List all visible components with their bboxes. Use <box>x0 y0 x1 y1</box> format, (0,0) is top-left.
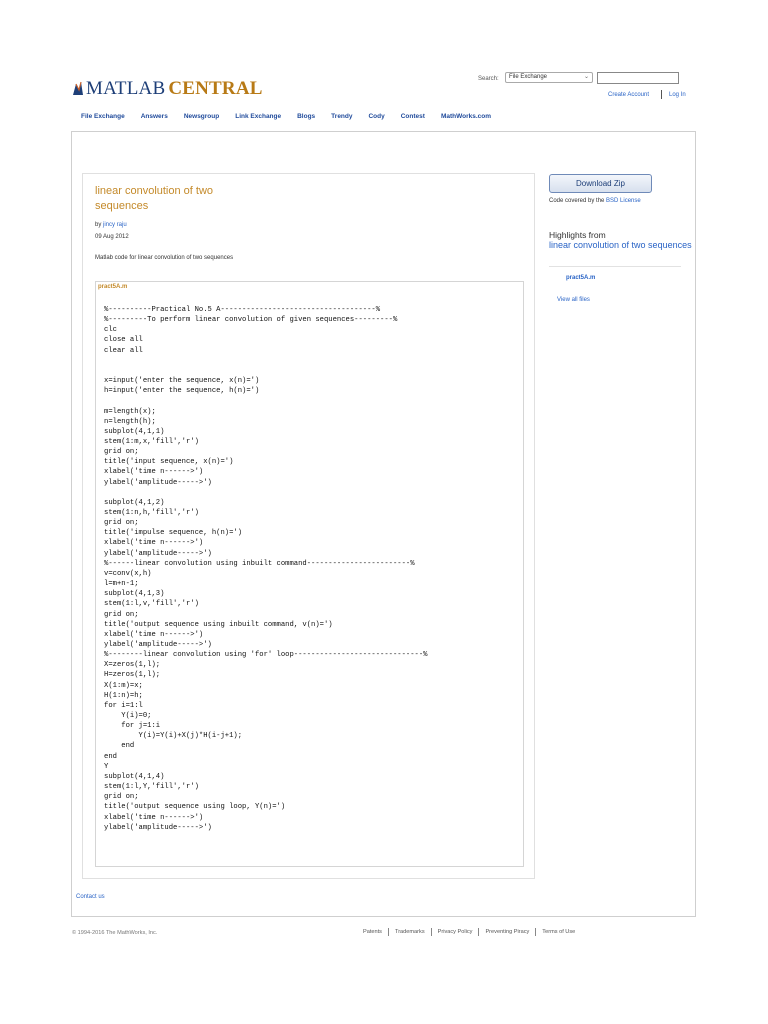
code-line: title('output sequence using loop, Y(n)=') <box>104 803 286 812</box>
code-line: close all <box>104 336 143 345</box>
nav-contest[interactable]: Contest <box>400 113 425 120</box>
code-line: subplot(4,1,1) <box>104 427 165 436</box>
highlights-divider <box>549 266 681 267</box>
code-line: v=conv(x,h) <box>104 569 152 578</box>
footer-privacy-link[interactable]: Privacy Policy <box>437 929 473 935</box>
code-line: H=zeros(1,l); <box>104 671 161 680</box>
code-line: ylabel('amplitude----->') <box>104 823 212 832</box>
code-line: ylabel('amplitude----->') <box>104 549 212 558</box>
code-line: l=m+n-1; <box>104 580 139 589</box>
bsd-license-link[interactable]: BSD License <box>606 198 641 204</box>
nav-trendy[interactable]: Trendy <box>331 113 353 120</box>
code-filename[interactable]: pract5A.m <box>98 284 128 290</box>
code-line: xlabel('time n------>') <box>104 630 204 639</box>
footer-patents-link[interactable]: Patents <box>363 929 382 935</box>
footer-divider <box>431 928 432 936</box>
nav-mathworks[interactable]: MathWorks.com <box>440 113 492 120</box>
code-line: grid on; <box>104 793 139 802</box>
license-text: Code covered by the <box>549 198 605 204</box>
code-line: stem(1:l,v,'fill','r') <box>104 600 199 609</box>
license-notice <box>549 198 641 204</box>
footer-divider <box>478 928 479 936</box>
submission-date: 09 Aug 2012 <box>95 234 129 240</box>
nav-answers[interactable]: Answers <box>140 113 168 120</box>
code-line: subplot(4,1,3) <box>104 590 165 599</box>
author-link[interactable]: jincy raju <box>103 222 127 228</box>
code-line: grid on; <box>104 519 139 528</box>
code-line: stem(1:m,x,'fill','r') <box>104 437 199 446</box>
code-line: Y(i)=Y(i)+X(j)*H(i-j+1); <box>104 732 243 741</box>
code-line: clear all <box>104 346 143 355</box>
footer-links <box>363 928 575 936</box>
contact-us-link[interactable]: Contact us <box>76 894 105 900</box>
highlights-title-link[interactable]: linear convolution of two sequences <box>549 240 692 250</box>
highlights-label: Highlights from <box>549 230 606 240</box>
code-line: %---------To perform linear convolution of given sequences---------% <box>104 316 398 325</box>
submission-title: linear convolution of two sequences <box>95 185 214 212</box>
code-line: subplot(4,1,4) <box>104 772 165 781</box>
search-label: Search: <box>478 76 499 82</box>
matlab-central-logo[interactable] <box>72 78 263 100</box>
code-line: ylabel('amplitude----->') <box>104 478 212 487</box>
nav-blogs[interactable]: Blogs <box>297 113 316 120</box>
code-line: ylabel('amplitude----->') <box>104 640 212 649</box>
code-line: title('output sequence using inbuilt command, v(n)=') <box>104 620 333 629</box>
code-line: end <box>104 742 135 751</box>
footer-terms-link[interactable]: Terms of Use <box>542 929 576 935</box>
nav-link-exchange[interactable]: Link Exchange <box>235 113 282 120</box>
code-line: H(1:n)=h; <box>104 691 143 700</box>
footer-divider <box>388 928 389 936</box>
code-line: Y <box>104 762 109 771</box>
code-line: for j=1:i <box>104 722 161 731</box>
download-zip-button[interactable]: Download Zip <box>549 174 652 193</box>
code-line: %----------Practical No.5 A------------------------------------% <box>104 306 381 314</box>
code-line: for i=1:l <box>104 701 143 710</box>
code-line: m=length(x); <box>104 407 156 416</box>
nav-cody[interactable]: Cody <box>368 113 385 120</box>
submission-description: Matlab code for linear convolution of two sequences <box>95 255 234 261</box>
footer-trademarks-link[interactable]: Trademarks <box>394 929 425 935</box>
code-line: %--------linear convolution using 'for' loop------------------------------% <box>104 651 428 660</box>
code-line: h=input('enter the sequence, h(n)=') <box>104 387 260 396</box>
code-line: x=input('enter the sequence, x(n)=') <box>104 377 260 386</box>
search-scope-value: File Exchange <box>509 74 548 80</box>
nav-file-exchange[interactable]: File Exchange <box>81 113 125 120</box>
nav-newsgroup[interactable]: Newsgroup <box>183 113 220 120</box>
logo-text-central: CENTRAL <box>168 78 263 99</box>
code-line: title('impulse sequence, h(n)=') <box>104 529 243 538</box>
code-line: subplot(4,1,2) <box>104 498 165 507</box>
code-line: clc <box>104 326 117 335</box>
code-line: stem(1:n,h,'fill','r') <box>104 509 199 517</box>
main-nav <box>81 113 507 120</box>
logo-text-matlab: MATLAB <box>86 78 166 99</box>
by-label: by <box>95 222 102 228</box>
footer-piracy-link[interactable]: Preventing Piracy <box>485 929 530 935</box>
search-scope-select[interactable] <box>505 72 593 83</box>
code-line: n=length(h); <box>104 417 156 426</box>
search-input[interactable] <box>597 72 679 84</box>
create-account-link[interactable]: Create Account <box>608 92 650 98</box>
code-line: %------linear convolution using inbuilt command------------------------% <box>104 559 415 568</box>
code-line: xlabel('time n------>') <box>104 813 204 822</box>
view-all-files-link[interactable]: View all files <box>557 297 590 303</box>
chevron-down-icon: ⌄ <box>583 74 589 80</box>
footer-divider <box>535 928 536 936</box>
header-link-divider <box>661 90 662 99</box>
code-line: grid on; <box>104 448 139 457</box>
code-line: X(1:m)=x; <box>104 681 143 690</box>
code-line: stem(1:l,Y,'fill','r') <box>104 783 199 792</box>
code-line: grid on; <box>104 610 139 619</box>
copyright-notice: © 1994-2016 The MathWorks, Inc. <box>72 930 158 936</box>
log-in-link[interactable]: Log In <box>669 92 686 98</box>
code-line: xlabel('time n------>') <box>104 468 204 477</box>
code-line: title('input sequence, x(n)=') <box>104 458 234 467</box>
code-line: end <box>104 752 117 761</box>
code-line: X=zeros(1,l); <box>104 661 161 670</box>
author-byline <box>95 222 127 228</box>
code-line: Y(i)=0; <box>104 712 152 720</box>
membrane-logo-icon <box>72 81 84 96</box>
highlight-file-link[interactable]: pract5A.m <box>566 275 596 281</box>
code-line: xlabel('time n------>') <box>104 539 204 548</box>
